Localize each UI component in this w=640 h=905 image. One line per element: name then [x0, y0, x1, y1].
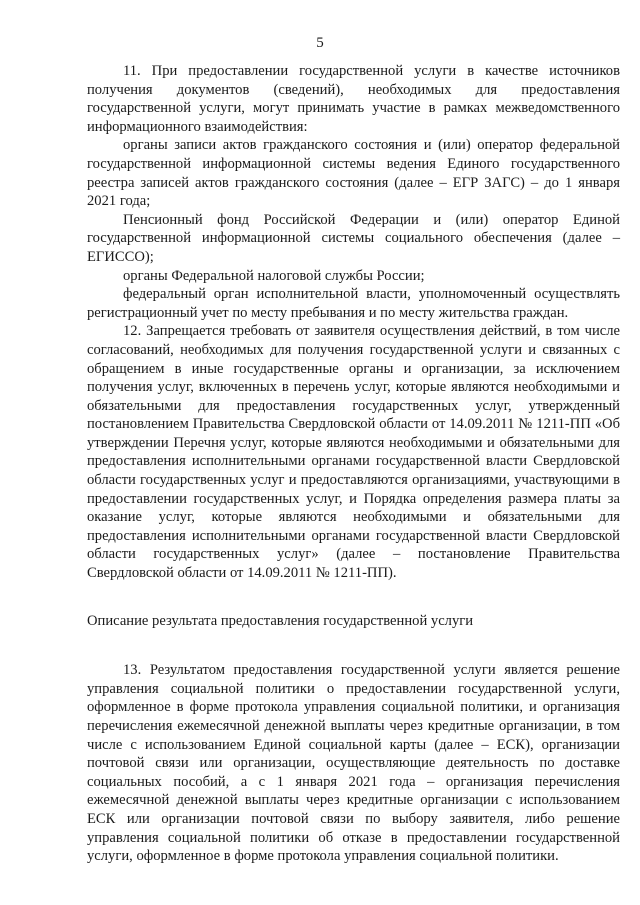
section-heading: Описание результата предоставления государственной услуги	[87, 612, 474, 629]
paragraph-pfr: Пенсионный фонд Российской Федерации и (или) оператор Единой государственной информационной системы социального обеспечения (далее – ЕГИССО);	[87, 211, 620, 265]
paragraph-zags: органы записи актов гражданского состояния и (или) оператор федеральной государственной информационной системы ведения Единого государственного реестра записей актов гражданского состояния (далее – ЕГР ЗАГС) – до 1 января 2021 года;	[87, 137, 620, 210]
paragraph-13: 13. Результатом предоставления государственной услуги является решение управления социальной политики о предоставлении государственной услуги, оформленное в форме протокола управления социальной политики, и организация перечисления ежемесячной денежной выплаты через кредитные организации, в том числе с использованием Единой социальной карты (далее – ЕСК), организации почтовой связи или организации, осуществляющие деятельность по доставке социальных пособий, а с 1 января 2021 года – организация перечисления ежемесячной денежной выплаты через кредитные организации с использованием ЕСК или организации почтовой связи по выбору заявителя, либо решение управления социальной политики об отказе в предоставлении государственной услуги, оформленное в форме протокола управления социальной политики.	[87, 662, 620, 865]
document-body	[87, 62, 620, 866]
page-number: 5	[316, 35, 324, 51]
paragraph-11: 11. При предоставлении государственной услуги в качестве источников получения документов (сведений), необходимых для предоставления государственной услуги, могут принимать участие в рамках межведомственного информационного взаимодействия:	[87, 63, 620, 135]
paragraph-12: 12. Запрещается требовать от заявителя осуществления действий, в том числе согласований, необходимых для получения государственной услуги и связанных с обращением в иные государственные органы и организации, за исключением получения услуг, включенных в перечень услуг, которые являются необходимыми и обязательными для предоставления государственных услуг, утвержденный постановлением Правительства Свердловской области от 14.09.2011 № 1211-ПП «Об утверждении Перечня услуг, которые являются необходимыми и обязательными для предоставления исполнительными органами государственной власти Свердловской области государственных услуг и предоставляются организациями, участвующими в предоставлении государственных услуг, и Порядка определения размера платы за оказание услуг, которые являются необходимыми и обязательными для предоставления исполнительными органами государственной власти Свердловской области государственных услуг» (далее – постановление Правительства Свердловской области от 14.09.2011 № 1211-ПП).	[87, 323, 620, 582]
paragraph-registration: федеральный орган исполнительной власти, уполномоченный осуществлять регистрационный учет по месту пребывания и по месту жительства граждан.	[87, 286, 620, 321]
paragraph-fns: органы Федеральной налоговой службы России;	[123, 267, 425, 284]
